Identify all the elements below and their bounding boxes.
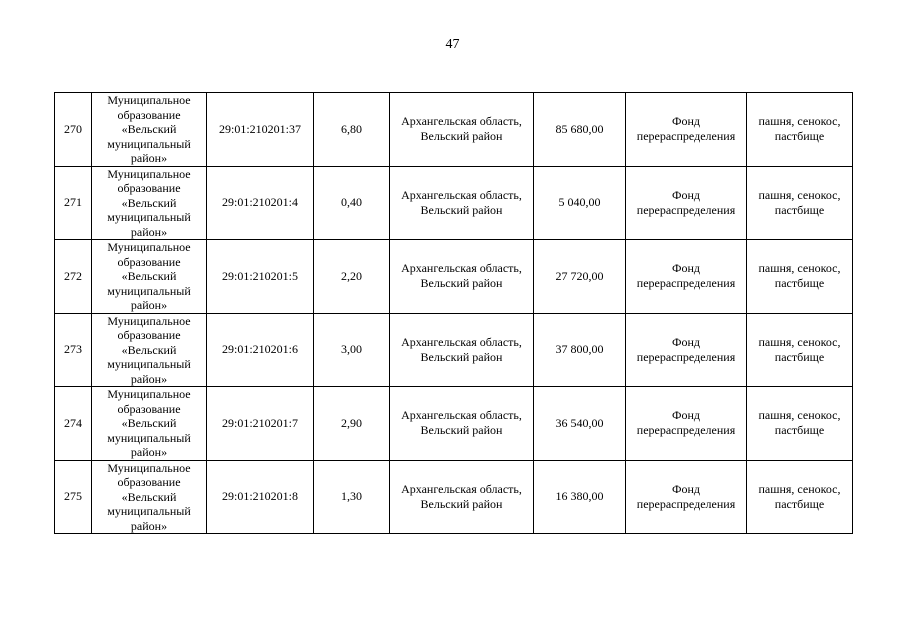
land-use-cell: пашня, сенокос, пастбище [747, 93, 853, 167]
location-cell: Архангельская область, Вельский район [390, 313, 534, 387]
value-cell: 16 380,00 [534, 460, 626, 534]
cadastral-number-cell: 29:01:210201:37 [207, 93, 314, 167]
land-use-cell: пашня, сенокос, пастбище [747, 313, 853, 387]
owner-cell: Муниципальное образование «Вельский муниципальный район» [92, 387, 207, 461]
value-cell: 27 720,00 [534, 240, 626, 314]
area-cell: 2,90 [314, 387, 390, 461]
cadastral-number-cell: 29:01:210201:4 [207, 166, 314, 240]
page-number: 47 [445, 37, 460, 52]
row-number-cell: 271 [55, 166, 92, 240]
row-number-cell: 273 [55, 313, 92, 387]
cadastral-number-cell: 29:01:210201:7 [207, 387, 314, 461]
table-row [55, 166, 853, 240]
table-row [55, 460, 853, 534]
table-body [55, 93, 853, 534]
location-cell: Архангельская область, Вельский район [390, 240, 534, 314]
land-use-cell: пашня, сенокос, пастбище [747, 240, 853, 314]
land-use-cell: пашня, сенокос, пастбище [747, 166, 853, 240]
fund-cell: Фонд перераспределения [626, 460, 747, 534]
area-cell: 1,30 [314, 460, 390, 534]
owner-cell: Муниципальное образование «Вельский муниципальный район» [92, 240, 207, 314]
fund-cell: Фонд перераспределения [626, 166, 747, 240]
cadastral-number-cell: 29:01:210201:6 [207, 313, 314, 387]
value-cell: 5 040,00 [534, 166, 626, 240]
location-cell: Архангельская область, Вельский район [390, 166, 534, 240]
row-number-cell: 272 [55, 240, 92, 314]
area-cell: 2,20 [314, 240, 390, 314]
cadastral-number-cell: 29:01:210201:8 [207, 460, 314, 534]
owner-cell: Муниципальное образование «Вельский муниципальный район» [92, 166, 207, 240]
owner-cell: Муниципальное образование «Вельский муниципальный район» [92, 460, 207, 534]
row-number-cell: 274 [55, 387, 92, 461]
table-row [55, 313, 853, 387]
location-cell: Архангельская область, Вельский район [390, 93, 534, 167]
area-cell: 6,80 [314, 93, 390, 167]
cadastral-number-cell: 29:01:210201:5 [207, 240, 314, 314]
row-number-cell: 275 [55, 460, 92, 534]
land-parcels-table [54, 92, 853, 534]
fund-cell: Фонд перераспределения [626, 93, 747, 167]
land-use-cell: пашня, сенокос, пастбище [747, 387, 853, 461]
location-cell: Архангельская область, Вельский район [390, 460, 534, 534]
value-cell: 37 800,00 [534, 313, 626, 387]
row-number-cell: 270 [55, 93, 92, 167]
owner-cell: Муниципальное образование «Вельский муниципальный район» [92, 313, 207, 387]
table-row [55, 93, 853, 167]
area-cell: 0,40 [314, 166, 390, 240]
land-use-cell: пашня, сенокос, пастбище [747, 460, 853, 534]
fund-cell: Фонд перераспределения [626, 387, 747, 461]
owner-cell: Муниципальное образование «Вельский муниципальный район» [92, 93, 207, 167]
area-cell: 3,00 [314, 313, 390, 387]
table-row [55, 387, 853, 461]
fund-cell: Фонд перераспределения [626, 240, 747, 314]
value-cell: 85 680,00 [534, 93, 626, 167]
table-row [55, 240, 853, 314]
value-cell: 36 540,00 [534, 387, 626, 461]
fund-cell: Фонд перераспределения [626, 313, 747, 387]
location-cell: Архангельская область, Вельский район [390, 387, 534, 461]
